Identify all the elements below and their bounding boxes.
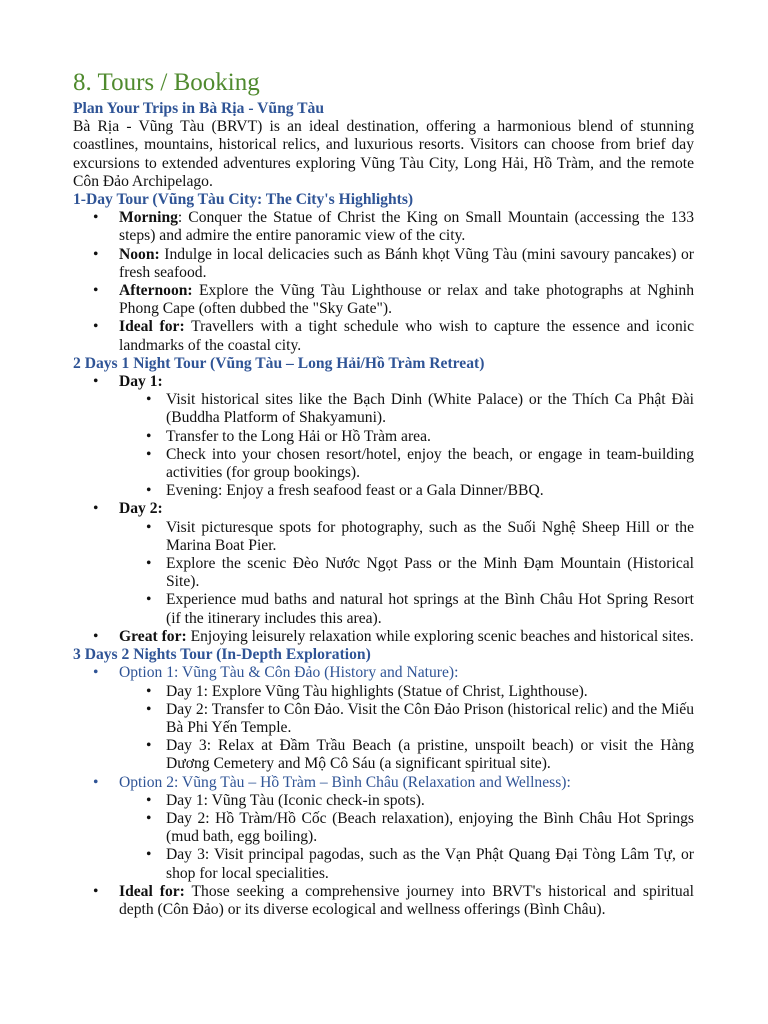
day1-sublist [119, 391, 694, 500]
list-item: • Day 2: Hồ Tràm/Hồ Cốc (Beach relaxation), enjoying the Bình Châu Hot Springs (mud bath, egg boiling). [119, 810, 694, 846]
tour2-list [73, 373, 694, 646]
list-item-day2 [73, 500, 694, 627]
item-text: Explore the Vũng Tàu Lighthouse or relax and take photographs at Nghinh Phong Cape (often dubbed the "Sky Gate"). [119, 282, 694, 318]
list-item-option1 [73, 664, 694, 773]
list-item: • Explore the scenic Đèo Nước Ngọt Pass or the Minh Đạm Mountain (Historical Site). [119, 555, 694, 591]
item-label: Afternoon: [119, 282, 193, 300]
item-label: Great for: [119, 627, 187, 645]
tour2-heading: 2 Days 1 Night Tour (Vũng Tàu – Long Hải/Hồ Tràm Retreat) [73, 354, 485, 372]
list-item: • Visit historical sites like the Bạch Dinh (White Palace) or the Thích Ca Phật Đài (Buddha Platform of Shakyamuni). [119, 391, 694, 427]
item-label: Day 1: [119, 373, 163, 391]
item-text: : Conquer the Statue of Christ the King on Small Mountain (accessing the 133 steps) and admire the entire panoramic view of the city. [119, 209, 694, 245]
list-item [73, 209, 694, 245]
list-item [73, 883, 694, 919]
item-label: Morning [119, 209, 178, 227]
list-item [73, 628, 694, 646]
list-item [73, 318, 694, 354]
list-item: • Evening: Enjoy a fresh seafood feast or a Gala Dinner/BBQ. [119, 482, 694, 500]
list-item-option2 [73, 774, 694, 883]
page-title: 8. Tours / Booking [73, 69, 260, 96]
item-label: Noon: [119, 245, 160, 263]
option1-sublist [119, 683, 694, 774]
item-label: Ideal for: [119, 882, 185, 900]
item-text: Enjoying leisurely relaxation while exploring scenic beaches and historical sites. [186, 627, 694, 645]
list-item: • Day 1: Vũng Tàu (Iconic check-in spots). [119, 792, 694, 810]
list-item: • Day 3: Visit principal pagodas, such as the Vạn Phật Quang Đại Tòng Lâm Tự, or shop for local specialities. [119, 846, 694, 882]
item-text: Travellers with a tight schedule who wish to capture the essence and iconic landmarks of the coastal city. [119, 318, 694, 354]
list-item: • Visit picturesque spots for photography, such as the Suối Nghệ Sheep Hill or the Marina Boat Pier. [119, 519, 694, 555]
option2-sublist [119, 792, 694, 883]
list-item: • Experience mud baths and natural hot springs at the Bình Châu Hot Spring Resort (if the itinerary includes this area). [119, 591, 694, 627]
list-item: • Day 2: Transfer to Côn Đảo. Visit the Côn Đảo Prison (historical relic) and the Miếu Bà Phi Yến Temple. [119, 701, 694, 737]
item-label: Day 2: [119, 500, 163, 518]
list-item: • Day 1: Explore Vũng Tàu highlights (Statue of Christ, Lighthouse). [119, 683, 694, 701]
option-label: Option 2: Vũng Tàu – Hồ Tràm – Bình Châu (Relaxation and Wellness): [119, 773, 571, 791]
plan-intro: Bà Rịa - Vũng Tàu (BRVT) is an ideal destination, offering a harmonious blend of stunning coastlines, mountains, historical relics, and luxurious resorts. Visitors can choose from brief day excursions to extended adventures exploring Vũng Tàu City, Long Hải, Hồ Tràm, and the remote Côn Đảo Archipelago. [73, 118, 694, 190]
list-item-day1 [73, 373, 694, 500]
list-item: • Check into your chosen resort/hotel, enjoy the beach, or engage in team-building activities (for group bookings). [119, 446, 694, 482]
option-label: Option 1: Vũng Tàu & Côn Đảo (History and Nature): [119, 664, 459, 682]
item-text: Indulge in local delicacies such as Bánh khọt Vũng Tàu (mini savoury pancakes) or fresh seafood. [119, 245, 694, 281]
item-text: Those seeking a comprehensive journey into BRVT's historical and spiritual depth (Côn Đảo) or its diverse ecological and wellness offerings (Bình Châu). [119, 882, 694, 918]
day2-sublist [119, 519, 694, 628]
list-item: • Transfer to the Long Hải or Hồ Tràm area. [119, 428, 694, 446]
list-item [73, 282, 694, 318]
plan-heading: Plan Your Trips in Bà Rịa - Vũng Tàu [73, 100, 325, 117]
list-item: • Day 3: Relax at Đầm Trầu Beach (a pristine, unspoilt beach) or visit the Hàng Dương Cemetery and Mộ Cô Sáu (a significant spiritual site). [119, 737, 694, 773]
tour1-heading: 1-Day Tour (Vũng Tàu City: The City's Highlights) [73, 191, 414, 209]
list-item [73, 246, 694, 282]
tour3-heading: 3 Days 2 Nights Tour (In-Depth Exploration) [73, 646, 371, 664]
tour1-list [73, 209, 694, 355]
tour3-list [73, 664, 694, 919]
item-label: Ideal for: [119, 318, 185, 336]
